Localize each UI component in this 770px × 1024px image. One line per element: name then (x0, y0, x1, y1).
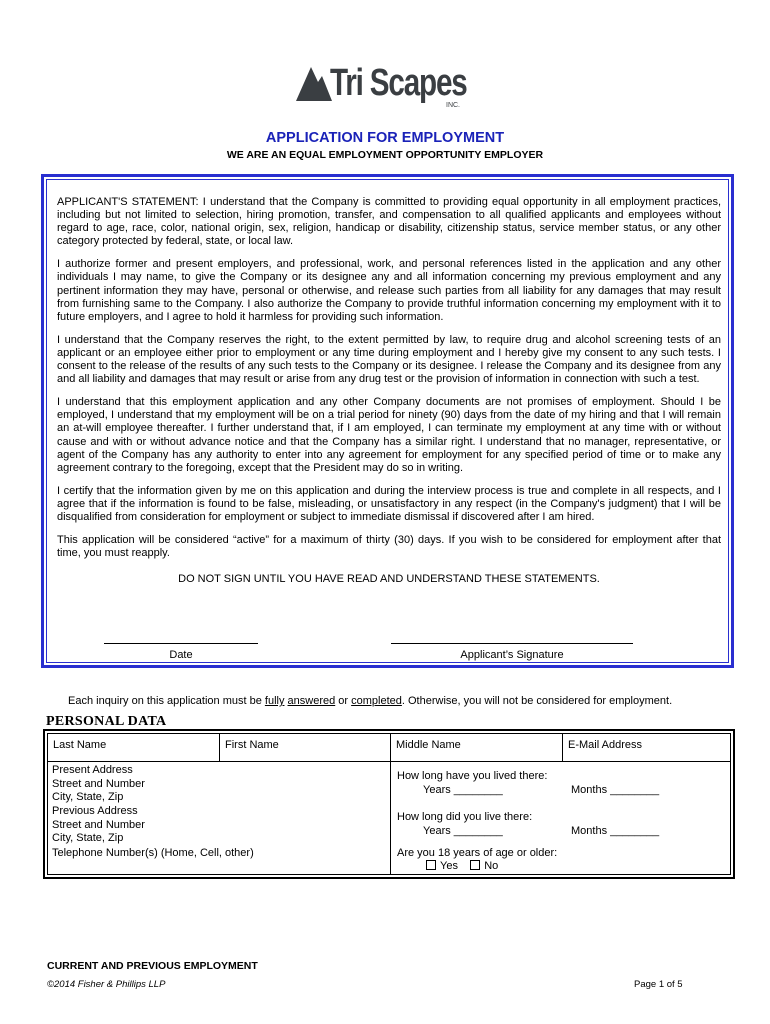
did-live-months-field[interactable]: Months ________ (571, 825, 660, 837)
age-question: Are you 18 years of age or older: (397, 847, 558, 859)
page-number: Page 1 of 5 (634, 979, 683, 990)
age-options (426, 860, 498, 874)
statement-paragraph-3: I understand that the Company reserves the right, to the extent permitted by law, to require drug and alcohol screening tests of an applicant or an employee either prior to employment or any time during employment and I hereby give my consent to any such tests. I consent to the release of the results of any such tests to the Company or its designee. I release the Company and its designee from any and all liability and damages that may result or arise from any drug test or the provision of information in connection with such a test. (57, 333, 721, 386)
sign-notice: DO NOT SIGN UNTIL YOU HAVE READ AND UNDERSTAND THESE STATEMENTS. (178, 573, 600, 586)
yes-checkbox[interactable] (426, 860, 436, 870)
lived-months-field[interactable]: Months ________ (571, 784, 660, 796)
personal-data-heading: PERSONAL DATA (46, 714, 167, 729)
logo-inc: INC. (446, 102, 460, 109)
present-address-field[interactable]: Present Address Street and Number City, State, Zip (52, 764, 145, 803)
lived-there-question: How long have you lived there: (397, 770, 548, 782)
did-live-question: How long did you live there: (397, 811, 533, 823)
date-label: Date (169, 649, 193, 661)
email-field[interactable]: E-Mail Address (568, 739, 642, 751)
copyright-text: ©2014 Fisher & Phillips LLP (47, 979, 166, 990)
telephone-field[interactable]: Telephone Number(s) (Home, Cell, other) (52, 847, 254, 859)
no-label: No (484, 860, 499, 872)
page-title: APPLICATION FOR EMPLOYMENT (265, 130, 505, 146)
company-logo (296, 62, 476, 112)
yes-label: Yes (440, 860, 458, 872)
logo-name: Tri Scapes (330, 62, 467, 104)
date-field[interactable] (104, 643, 258, 644)
statement-paragraph-2: I authorize former and present employers, and professional, work, and personal references listed in the application and any other individuals I may name, to give the Company or its designee any and all information concerning my previous employment and any pertinent information they may have, personal or otherwise, and release such parties from all liability for any damages that may result from furnishing same to the Company. I also authorize the Company to provide truthful information concerning my employment with it to future employers, and I agree to hold it harmless for providing such information. (57, 258, 721, 323)
previous-address-field[interactable]: Previous Address Street and Number City, State, Zip (52, 805, 145, 844)
middle-name-field[interactable]: Middle Name (396, 739, 461, 751)
statement-paragraph-4: I understand that this employment application and any other Company documents are not promises of employment. Should I be employed, I understand that my employment will be on a trial period for ninety (90) days from the date of my hiring and that I will remain an at-will employee thereafter. I further understand that, if I am employed, I can terminate my employment at any time with or without cause and with or without advance notice and that the Company has a similar right. I understand that no manager, representative, or agent of the Company has any authority to enter into any agreement for employment for any specified period of time or to make any agreement contrary to the foregoing, except that the President may do so in writing. (57, 396, 721, 474)
signature-label: Applicant’s Signature (460, 649, 564, 661)
statement-paragraph-5: I certify that the information given by me on this application and during the interview process is true and complete in all respects, and I agree that if the information is found to be false, misleading, or unsatisfactory in any respect (in the Company's judgment) that I will be disqualified from consideration for employment or subject to immediate dismissal if discovered after I am hired. (57, 484, 721, 523)
applicant-statement-box (41, 174, 734, 668)
last-name-field[interactable]: Last Name (53, 739, 107, 751)
signature-field[interactable] (391, 643, 633, 644)
did-live-years-field[interactable]: Years ________ (423, 825, 503, 837)
statement-paragraph-1: APPLICANT'S STATEMENT: I understand that the Company is committed to providing equal opportunity in all employment practices, including but not limited to selection, hiring promotion, transfer, and compensation to all qualified applicants and employees without regard to age, race, color, national origin, sex, religion, handicap or disability, citizenship status, service member status, or any other category protected by federal, state, or local law. (57, 196, 721, 248)
statement-paragraph-6: This application will be considered “active” for a maximum of thirty (30) days. If you wish to be considered for employment after that time, you must reapply. (57, 534, 721, 560)
first-name-field[interactable]: First Name (225, 739, 279, 751)
personal-data-table (43, 729, 735, 879)
employment-section-heading: CURRENT AND PREVIOUS EMPLOYMENT (47, 960, 258, 972)
lived-years-field[interactable]: Years ________ (423, 784, 503, 796)
copyright-icon: © (47, 979, 54, 990)
no-checkbox[interactable] (470, 860, 480, 870)
inquiry-notice: Each inquiry on this application must be fully answered or completed. Otherwise, you will not be considered for employment. (68, 695, 673, 707)
page-subtitle: WE ARE AN EQUAL EMPLOYMENT OPPORTUNITY EMPLOYER (226, 149, 544, 161)
